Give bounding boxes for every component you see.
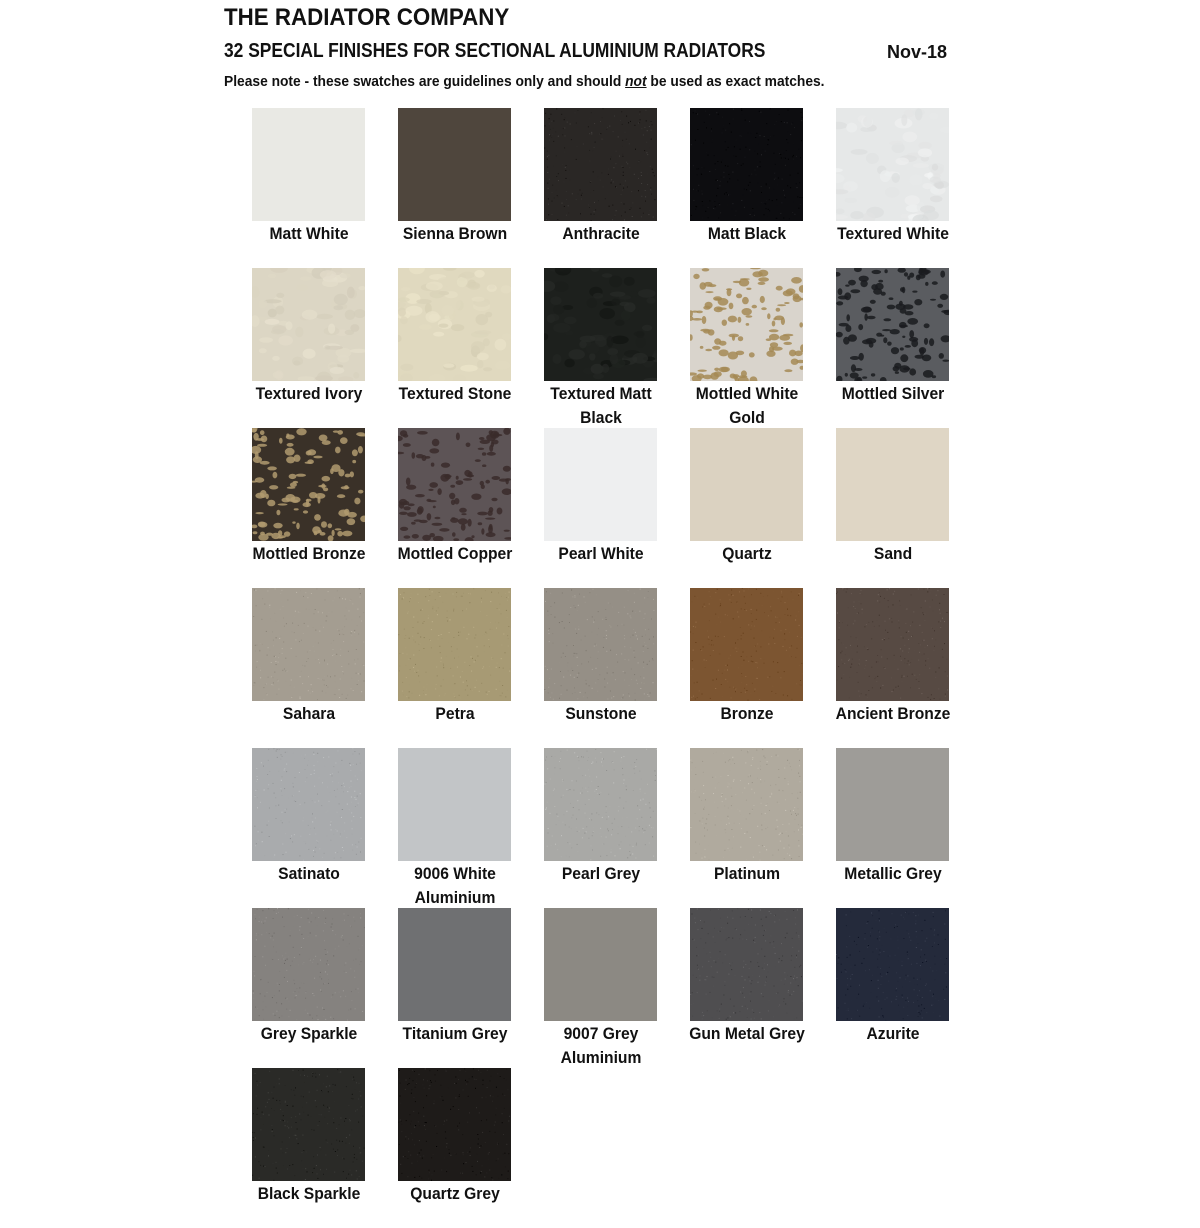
swatch-item bbox=[820, 428, 966, 588]
swatch-color bbox=[398, 108, 511, 221]
swatch-item bbox=[236, 108, 382, 268]
swatch-item bbox=[674, 588, 820, 748]
swatch-color bbox=[398, 268, 511, 381]
swatch-color bbox=[836, 748, 949, 861]
swatch-label: Gun Metal Grey bbox=[689, 1024, 805, 1043]
swatch-item bbox=[236, 428, 382, 588]
swatch-item bbox=[382, 268, 528, 428]
swatch-label: Petra bbox=[435, 704, 475, 723]
swatch-color bbox=[252, 1068, 365, 1181]
swatch-label: Azurite bbox=[866, 1024, 920, 1043]
swatch-label: Sunstone bbox=[565, 704, 637, 723]
swatch-item bbox=[820, 748, 966, 908]
swatch-label: Black Sparkle bbox=[257, 1184, 361, 1203]
swatch-item bbox=[382, 908, 528, 1068]
page-subtitle: 32 SPECIAL FINISHES FOR SECTIONAL ALUMINIUM RADIATORS bbox=[224, 40, 766, 62]
swatch-color bbox=[544, 908, 657, 1021]
swatch-color bbox=[544, 108, 657, 221]
swatch-item bbox=[528, 588, 674, 748]
swatch-item bbox=[674, 748, 820, 908]
swatch-color bbox=[690, 428, 803, 541]
swatch-item bbox=[236, 748, 382, 908]
swatch-label: Sienna Brown bbox=[402, 224, 508, 243]
swatch-color bbox=[836, 108, 949, 221]
swatch-item bbox=[528, 748, 674, 908]
swatch-color bbox=[690, 908, 803, 1021]
swatch-item bbox=[528, 108, 674, 268]
swatch-label: Titanium Grey bbox=[402, 1024, 508, 1043]
swatch-label: Textured White bbox=[837, 224, 949, 243]
swatch-item bbox=[236, 268, 382, 428]
swatch-item bbox=[382, 108, 528, 268]
swatch-color bbox=[252, 108, 365, 221]
swatch-color bbox=[836, 908, 949, 1021]
note-emphasis: not bbox=[625, 73, 647, 90]
swatch-color bbox=[252, 428, 365, 541]
swatch-item bbox=[382, 588, 528, 748]
swatch-label: Metallic Grey bbox=[844, 864, 942, 883]
swatch-color bbox=[690, 748, 803, 861]
swatch-color bbox=[836, 588, 949, 701]
swatch-color bbox=[544, 268, 657, 381]
swatch-label: Mottled Bronze bbox=[252, 544, 366, 563]
swatch-item bbox=[236, 908, 382, 1068]
swatch-color bbox=[398, 1068, 511, 1181]
swatch-color bbox=[252, 268, 365, 381]
swatch-item bbox=[674, 428, 820, 588]
swatch-label: Quartz Grey bbox=[410, 1184, 500, 1203]
swatch-item bbox=[674, 908, 820, 1068]
swatch-label: Sand bbox=[873, 544, 913, 563]
swatch-label: Matt Black bbox=[707, 224, 787, 243]
company-title: THE RADIATOR COMPANY bbox=[224, 4, 510, 31]
swatch-label: 9006 White Aluminium bbox=[414, 864, 496, 907]
swatch-label: Sahara bbox=[282, 704, 336, 723]
swatch-label: 9007 Grey Aluminium bbox=[560, 1024, 642, 1067]
swatch-label: Quartz bbox=[722, 544, 772, 563]
swatch-item bbox=[528, 268, 674, 428]
swatch-color bbox=[398, 428, 511, 541]
swatch-color bbox=[836, 268, 949, 381]
swatch-label: Textured Stone bbox=[398, 384, 512, 403]
swatch-item bbox=[674, 108, 820, 268]
swatch-label: Satinato bbox=[278, 864, 340, 883]
swatch-color bbox=[690, 108, 803, 221]
swatch-item bbox=[236, 1068, 382, 1228]
swatch-label: Textured Ivory bbox=[255, 384, 363, 403]
swatch-label: Matt White bbox=[269, 224, 349, 243]
swatch-color bbox=[398, 748, 511, 861]
swatch-color bbox=[544, 428, 657, 541]
swatch-color bbox=[836, 428, 949, 541]
swatch-color bbox=[544, 748, 657, 861]
swatch-label: Bronze bbox=[720, 704, 774, 723]
swatch-item bbox=[528, 428, 674, 588]
swatch-color bbox=[252, 588, 365, 701]
swatch-color bbox=[690, 268, 803, 381]
swatch-color bbox=[398, 588, 511, 701]
swatch-label: Mottled Silver bbox=[841, 384, 945, 403]
swatch-item bbox=[674, 268, 820, 428]
swatch-label: Mottled White Gold bbox=[695, 384, 799, 427]
swatch-item bbox=[382, 1068, 528, 1228]
swatch-color bbox=[252, 748, 365, 861]
disclaimer-note bbox=[224, 73, 825, 90]
swatch-label: Textured Matt Black bbox=[550, 384, 652, 427]
swatch-label: Pearl Grey bbox=[561, 864, 641, 883]
swatch-label: Mottled Copper bbox=[397, 544, 513, 563]
swatch-item bbox=[236, 588, 382, 748]
note-text-end: be used as exact matches. bbox=[646, 73, 825, 90]
swatch-item bbox=[820, 588, 966, 748]
swatch-item bbox=[382, 748, 528, 908]
swatch-item bbox=[528, 908, 674, 1068]
swatch-label: Grey Sparkle bbox=[260, 1024, 358, 1043]
swatch-item bbox=[820, 908, 966, 1068]
swatch-label: Anthracite bbox=[562, 224, 640, 243]
swatch-item bbox=[820, 268, 966, 428]
swatch-label: Platinum bbox=[713, 864, 781, 883]
swatch-color bbox=[252, 908, 365, 1021]
swatch-color bbox=[690, 588, 803, 701]
swatch-item bbox=[820, 108, 966, 268]
swatch-label: Ancient Bronze bbox=[835, 704, 951, 723]
swatch-label: Pearl White bbox=[558, 544, 644, 563]
note-text-start: Please note - these swatches are guidelines only and should bbox=[224, 73, 626, 90]
swatch-item bbox=[382, 428, 528, 588]
date-label: Nov-18 bbox=[887, 42, 948, 62]
swatch-grid bbox=[236, 108, 966, 1228]
swatch-color bbox=[544, 588, 657, 701]
swatch-color bbox=[398, 908, 511, 1021]
